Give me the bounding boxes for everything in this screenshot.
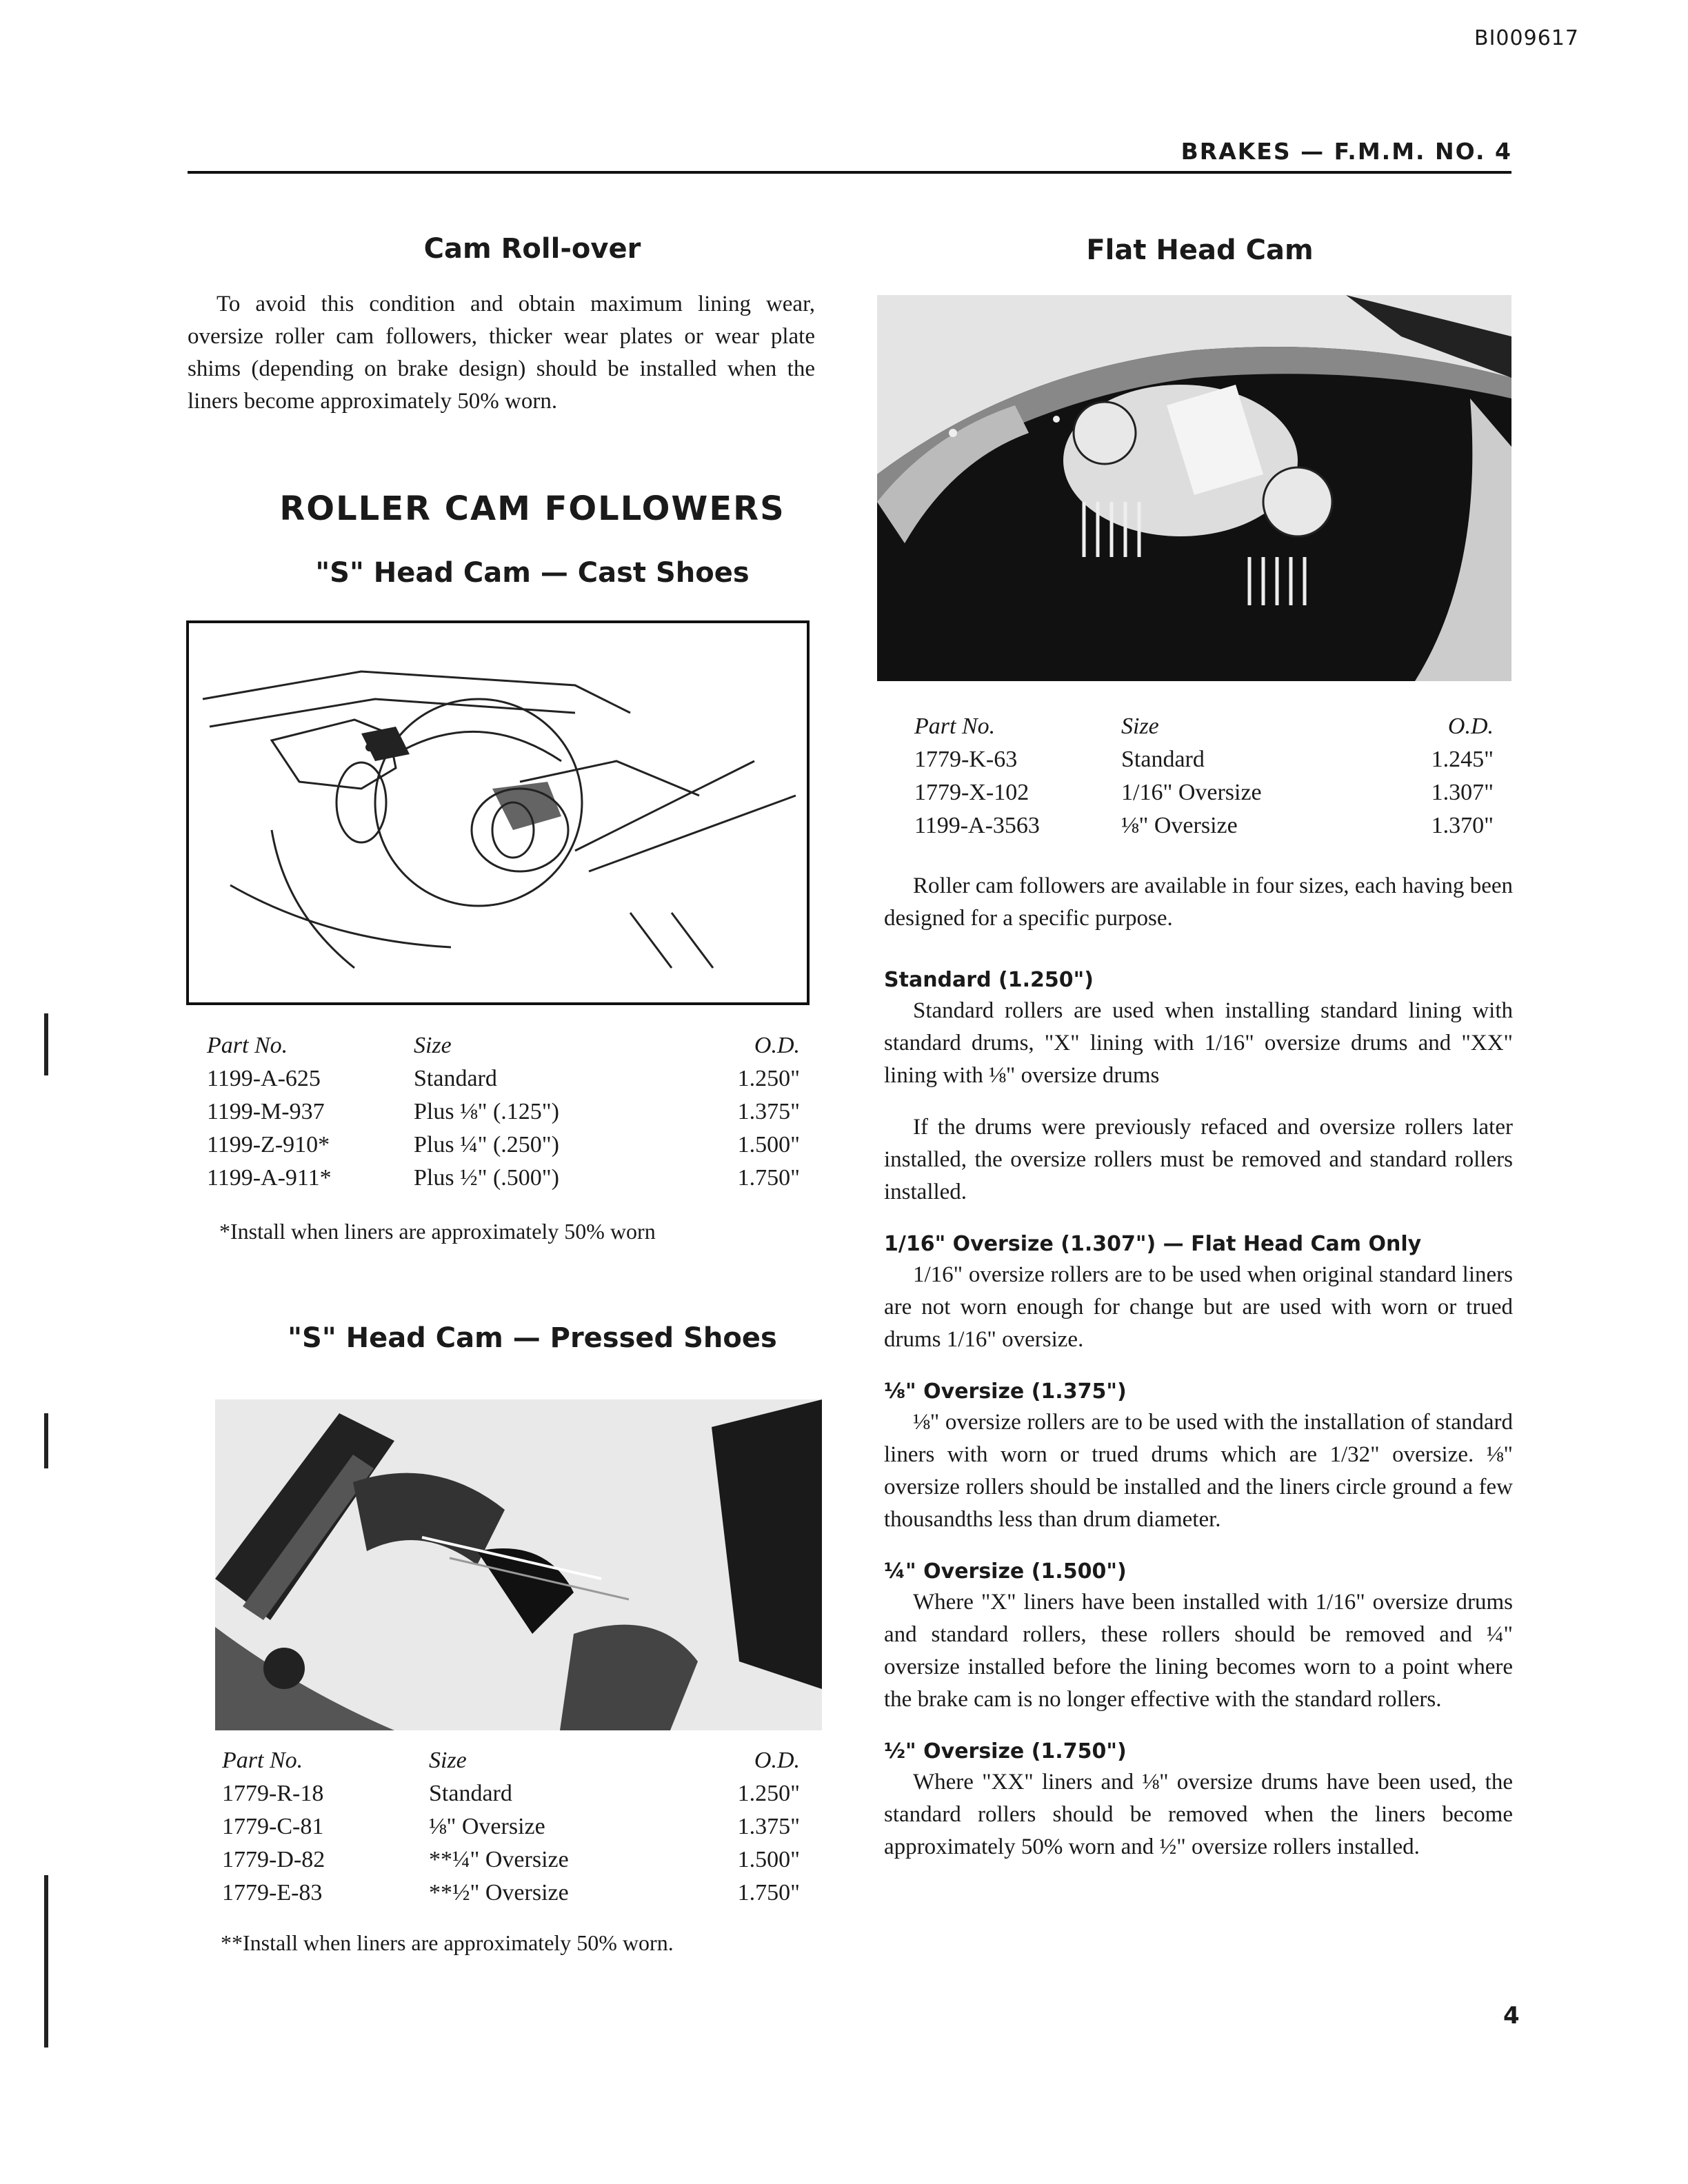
table-row [207, 1062, 800, 1095]
column-header-od: O.D. [1447, 714, 1494, 739]
pressed-shoes-heading: "S" Head Cam — Pressed Shoes [288, 1322, 777, 1354]
section-heading: ¼" Oversize (1.500") [884, 1559, 1127, 1584]
cast-shoes-figure [186, 620, 810, 1005]
section-paragraph: If the drums were previously refaced and oversize rollers later installed, the oversize rollers must be removed and standard rollers installed. [884, 1115, 1513, 1204]
column-header-size: Size [429, 1748, 467, 1773]
flat-head-cam-photo [877, 295, 1511, 681]
cast-shoes-parts-table [207, 1029, 800, 1195]
size-cell: Plus ½" (.500") [414, 1165, 559, 1191]
part-no-cell: 1199-M-937 [207, 1099, 325, 1124]
table-row [222, 1777, 800, 1810]
table-header-row [222, 1744, 800, 1777]
column-header-part-no: Part No. [207, 1033, 288, 1058]
part-no-cell: 1199-A-911* [207, 1165, 332, 1191]
column-header-od: O.D. [754, 1748, 800, 1773]
table-row [207, 1129, 800, 1162]
size-cell: **¼" Oversize [429, 1847, 569, 1872]
section-heading: 1/16" Oversize (1.307") — Flat Head Cam Only [884, 1232, 1422, 1256]
od-cell: 1.370" [1431, 813, 1494, 838]
size-cell: Standard [429, 1781, 512, 1806]
size-cell: Plus ¼" (.250") [414, 1132, 559, 1157]
section-heading: ½" Oversize (1.750") [884, 1739, 1127, 1763]
column-header-size: Size [414, 1033, 452, 1058]
table-row [207, 1095, 800, 1129]
part-no-cell: 1779-K-63 [914, 747, 1018, 772]
flat-head-cam-brake-photo [877, 295, 1511, 681]
table-row [914, 809, 1494, 842]
column-header-part-no: Part No. [222, 1748, 303, 1773]
table-row [222, 1843, 800, 1877]
section-heading: ⅛" Oversize (1.375") [884, 1379, 1127, 1404]
pressed-shoe-brake-photo [215, 1399, 822, 1730]
od-cell: 1.500" [737, 1847, 800, 1872]
size-cell: Plus ⅛" (.125") [414, 1099, 559, 1124]
size-cell: ⅛" Oversize [1121, 813, 1238, 838]
size-cell: ⅛" Oversize [429, 1814, 545, 1839]
table-row [222, 1810, 800, 1843]
column-header-size: Size [1121, 714, 1159, 739]
od-cell: 1.750" [737, 1165, 800, 1191]
size-cell: 1/16" Oversize [1121, 780, 1262, 805]
od-cell: 1.375" [737, 1099, 800, 1124]
size-cell: **½" Oversize [429, 1880, 569, 1905]
column-header-part-no: Part No. [914, 714, 996, 739]
section-paragraph: ⅛" oversize rollers are to be used with the installation of standard liners with worn or trued drums which are 1/32" oversize. ⅛" oversize rollers should be installed and the liners circle ground a few thousandths less than drum diameter. [884, 1410, 1513, 1532]
section-1-2-oversize [884, 1739, 1513, 1863]
od-cell: 1.245" [1431, 747, 1494, 772]
table-row [222, 1877, 800, 1910]
od-cell: 1.250" [737, 1781, 800, 1806]
table-header-row [207, 1029, 800, 1062]
roller-cam-followers-heading: ROLLER CAM FOLLOWERS [279, 489, 785, 528]
table-header-row [914, 710, 1494, 743]
od-cell: 1.307" [1431, 780, 1494, 805]
section-paragraph: Standard rollers are used when installing standard lining with standard drums, "X" lining with 1/16" oversize drums and "XX" lining with ⅛" oversize drums [884, 998, 1513, 1088]
od-cell: 1.375" [737, 1814, 800, 1839]
column-header-od: O.D. [754, 1033, 800, 1058]
part-no-cell: 1779-E-83 [222, 1880, 323, 1905]
flat-head-cam-parts-table [914, 710, 1494, 842]
part-no-cell: 1779-D-82 [222, 1847, 325, 1872]
pressed-shoes-footnote: **Install when liners are approximately 50% worn. [221, 1930, 674, 1955]
scan-artifact [44, 1413, 48, 1468]
table-row [914, 743, 1494, 776]
section-paragraph: Where "XX" liners and ⅛" oversize drums have been used, the standard rollers should be removed when the liners become approximately 50% worn and ½" oversize rollers installed. [884, 1770, 1513, 1859]
part-no-cell: 1779-C-81 [222, 1814, 324, 1839]
section-paragraph: Where "X" liners have been installed with 1/16" oversize drums and standard rollers, these rollers should be removed and ¼" oversize installed before the lining becomes worn to a point where the brake cam is no longer effective with the standard rollers. [884, 1590, 1513, 1712]
cam-roller-line-drawing [189, 623, 807, 1002]
section-paragraph: 1/16" oversize rollers are to be used when original standard liners are not worn enough for change but are used with worn or trued drums 1/16" oversize. [884, 1262, 1513, 1352]
size-sections [884, 968, 1513, 1863]
table-row [914, 776, 1494, 809]
size-cell: Standard [414, 1066, 497, 1091]
section-1-4-oversize [884, 1559, 1513, 1716]
section-1-8-oversize [884, 1379, 1513, 1536]
pressed-shoes-parts-table [222, 1744, 800, 1910]
part-no-cell: 1199-A-3563 [914, 813, 1040, 838]
cam-rollover-text: To avoid this condition and obtain maximum lining wear, oversize roller cam followers, thicker wear plates or wear plate shims (depending on brake design) should be installed when the liners become approximately 50% worn. [188, 292, 815, 414]
od-cell: 1.500" [737, 1132, 800, 1157]
cast-shoes-heading: "S" Head Cam — Cast Shoes [315, 557, 750, 589]
table-row [207, 1162, 800, 1195]
scan-artifact [44, 1875, 48, 2048]
flat-head-cam-heading: Flat Head Cam [1086, 234, 1314, 266]
cam-rollover-heading: Cam Roll-over [423, 233, 641, 265]
part-no-cell: 1199-Z-910* [207, 1132, 330, 1157]
od-cell: 1.750" [737, 1880, 800, 1905]
section-standard [884, 968, 1513, 1209]
roller-sizes-intro: Roller cam followers are available in four sizes, each having been designed for a specific purpose. [884, 873, 1513, 931]
pressed-shoes-photo [215, 1399, 822, 1730]
part-no-cell: 1779-X-102 [914, 780, 1029, 805]
document-id: BI009617 [1474, 26, 1579, 50]
header-rule [188, 171, 1511, 174]
size-cell: Standard [1121, 747, 1205, 772]
part-no-cell: 1199-A-625 [207, 1066, 321, 1091]
scan-artifact [44, 1013, 48, 1075]
section-heading: Standard (1.250") [884, 968, 1094, 992]
page-number: 4 [1503, 2002, 1520, 2030]
part-no-cell: 1779-R-18 [222, 1781, 324, 1806]
cast-shoes-footnote: *Install when liners are approximately 50% worn [219, 1219, 656, 1244]
od-cell: 1.250" [737, 1066, 800, 1091]
section-1-16-oversize [884, 1232, 1513, 1356]
running-header: BRAKES — F.M.M. NO. 4 [1180, 138, 1512, 165]
